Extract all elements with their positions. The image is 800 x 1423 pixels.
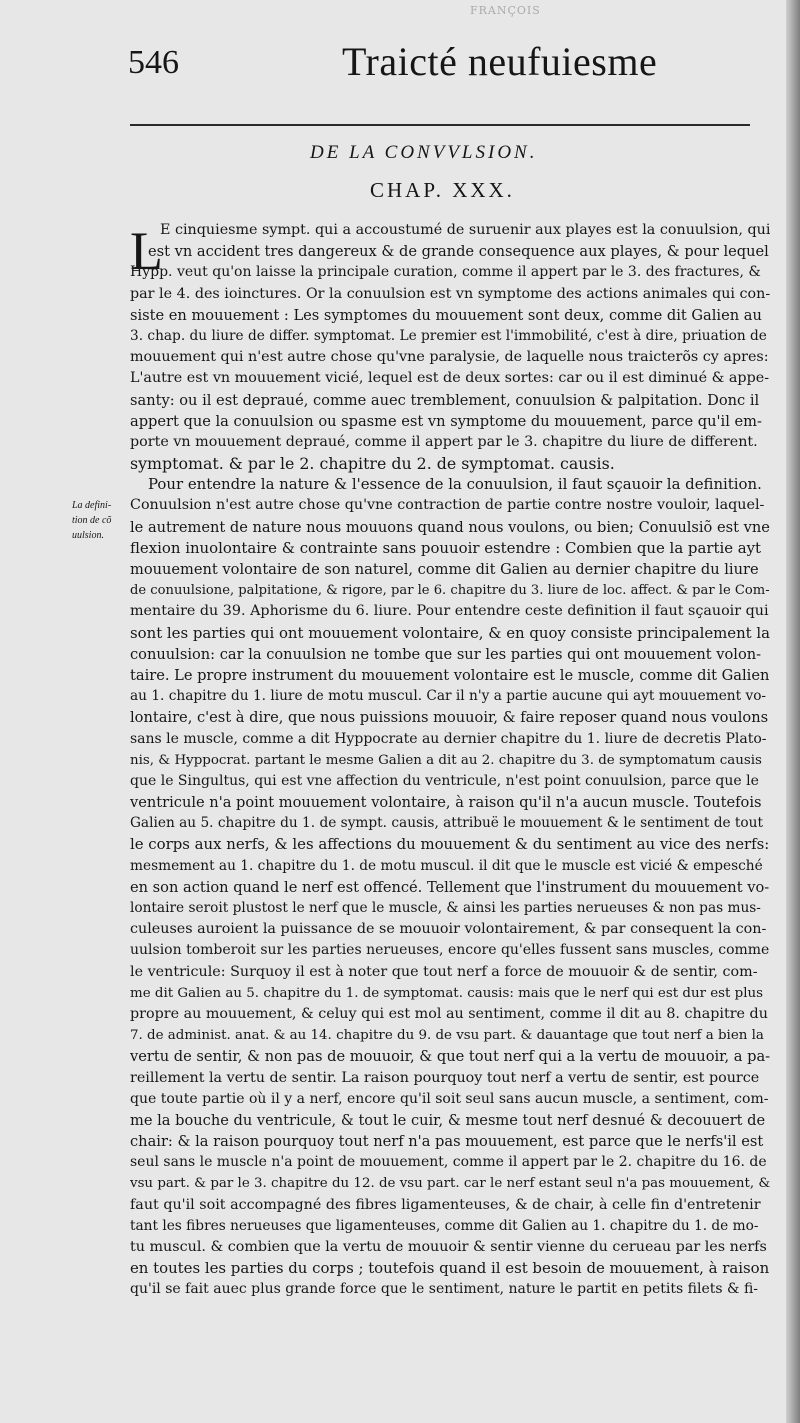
text-line: en toutes les parties du corps ; toutefois quand il est besoin de mouuement, à raison (130, 1259, 770, 1278)
text-line: conuulsion: car la conuulsion ne tombe que sur les parties qui ont mouuement volon- (130, 645, 762, 663)
text-line: Pour entendre la nature & l'essence de la conuulsion, il faut sçauoir la definition. (148, 475, 762, 494)
text-line: ventricule n'a point mouuement volontaire, à raison qu'il n'a aucun muscle. Toutefois (130, 794, 762, 812)
text-line: tu muscul. & combien que la vertu de mouuoir & sentir vienne du cerueau par les nerfs (130, 1239, 767, 1255)
text-line: que toute partie où il y a nerf, encore qu'il soit seul sans aucun muscle, a sentiment, com- (130, 1090, 769, 1107)
text-line: Conuulsion n'est autre chose qu'vne contraction de partie contre nostre vouloir, laquel- (130, 497, 765, 514)
section-heading: DE LA CONVVLSION. (310, 142, 538, 163)
text-line: flexion inuolontaire & contrainte sans pouuoir estendre : Combien que la partie ayt (130, 538, 762, 557)
margin-note-line: La defini- (72, 500, 112, 511)
text-line: faut qu'il soit accompagné des fibres ligamenteuses, & de chair, à celle fin d'entretenir (130, 1196, 761, 1213)
text-line: me la bouche du ventricule, & tout le cuir, & mesme tout nerf desnué & decouuert de (130, 1111, 766, 1129)
text-line: lontaire, c'est à dire, que nous puissions mouuoir, & faire reposer quand nous voulons (130, 709, 769, 727)
text-line: seul sans le muscle n'a point de mouuement, comme il appert par le 2. chapitre du 16. de (130, 1154, 767, 1171)
text-line: mesmement au 1. chapitre du 1. de motu muscul. il dit que le muscle est vicié & empesché (130, 857, 763, 874)
text-line (130, 1301, 770, 1322)
text-line: par le 4. des ioinctures. Or la conuulsion est vn symptome des actions animales qui con- (130, 285, 770, 302)
text-line (130, 1322, 770, 1343)
text-line: mentaire du 39. Aphorisme du 6. liure. Pour entendre ceste definition il faut sçauoir qui (130, 603, 769, 620)
text-line: chair: & la raison pourquoy tout nerf n'a pas mouuement, est parce que le nerfs'il est (130, 1133, 764, 1151)
text-line: Hypp. veut qu'on laisse la principale curation, comme il appert par le 3. des fractures, & (130, 264, 761, 281)
text-line: le ventricule: Surquoy il est à noter que tout nerf a force de mouuoir & de sentir, com- (130, 963, 758, 980)
text-line: propre au mouuement, & celuy qui est mol au sentiment, comme il dit au 8. chapitre du (130, 1005, 768, 1022)
text-line: taire. Le propre instrument du mouuement volontaire est le muscle, comme dit Galien (130, 666, 770, 684)
text-line: L'autre est vn mouuement vicié, lequel est de deux sortes: car ou il est diminué & appe- (130, 370, 770, 387)
text-line: lontaire seroit plustost le nerf que le muscle, & ainsi les parties nerueuses & non pas mus- (130, 900, 761, 916)
text-line: vertu de sentir, & non pas de mouuoir, & que tout nerf qui a la vertu de mouuoir, a pa- (130, 1048, 770, 1066)
margin-note (72, 498, 132, 543)
running-title: Traicté neufuiesme (342, 39, 658, 84)
text-line: E cinquiesme sympt. qui a accoustumé de suruenir aux playes est la conuulsion, qui (160, 222, 770, 238)
text-line: symptomat. & par le 2. chapitre du 2. de symptomat. causis. (130, 454, 615, 474)
text-line: sont les parties qui ont mouuement volontaire, & en quoy consiste principalement la (130, 623, 770, 642)
chapter-heading: CHAP. XXX. (370, 178, 515, 202)
text-line: Galien au 5. chapitre du 1. de sympt. causis, attribuë le mouuement & le sentiment de tout (130, 815, 763, 832)
page-number: 546 (128, 44, 179, 81)
text-line: tant les fibres nerueuses que ligamenteuses, comme dit Galien au 1. chapitre du 1. de mo- (130, 1217, 759, 1234)
text-line: sans le muscle, comme a dit Hyppocrate au dernier chapitre du 1. liure de decretis Plato- (130, 730, 767, 747)
body-text (130, 220, 770, 1385)
text-line: de conuulsione, palpitatione, & rigore, par le 6. chapitre du 3. liure de loc. affect. & par le Com- (130, 583, 770, 599)
text-line: mouuement volontaire de son naturel, comme dit Galien au dernier chapitre du liure (130, 561, 759, 578)
text-line: 3. chap. du liure de differ. symptomat. Le premier est l'immobilité, c'est à dire, priuation de (130, 327, 767, 344)
text-line: est vn accident tres dangereux & de grande consequence aux playes, & pour lequel (148, 243, 769, 261)
text-line: santy: ou il est depraué, comme auec tremblement, conuulsion & palpitation. Donc il (130, 391, 760, 409)
text-line: le corps aux nerfs, & les affections du mouuement & du sentiment au vice des nerfs: (130, 835, 770, 854)
bleed-through-text: FRANÇOIS (470, 4, 541, 17)
text-line (130, 1364, 770, 1385)
text-line: en son action quand le nerf est offencé. Tellement que l'instrument du mouuement vo- (130, 878, 770, 896)
header-rule (130, 124, 750, 126)
text-line: le autrement de nature nous mouuons quand nous voulons, ou bien; Conuulsiõ est vne (130, 518, 770, 536)
text-line (130, 1343, 770, 1364)
text-line: nis, & Hyppocrat. partant le mesme Galien a dit au 2. chapitre du 3. de symptomatum causis (130, 752, 762, 768)
drop-cap: L (130, 221, 163, 281)
text-line: mouuement qui n'est autre chose qu'vne paralysie, de laquelle nous traicterõs cy apres: (130, 349, 769, 366)
text-line: qu'il se fait auec plus grande force que le sentiment, nature le partit en petits filets & fi- (130, 1281, 759, 1298)
margin-note-line: uulsion. (72, 530, 104, 541)
text-line: culeuses auroient la puissance de se mouuoir volontairement, & par consequent la con- (130, 921, 767, 938)
margin-note-line: tion de cõ (72, 515, 112, 526)
text-line: appert que la conuulsion ou spasme est vn symptome du mouuement, parce qu'il em- (130, 412, 762, 430)
text-line: au 1. chapitre du 1. liure de motu muscul. Car il n'y a partie aucune qui ayt mouuement vo- (130, 688, 767, 705)
page-edge-shadow (786, 0, 800, 1423)
text-line: que le Singultus, qui est vne affection du ventricule, n'est point conuulsion, parce que le (130, 772, 759, 789)
text-line: siste en mouuement : Les symptomes du mouuement sont deux, comme dit Galien au (130, 306, 762, 324)
text-line: porte vn mouuement depraué, comme il appert par le 3. chapitre du liure de different. (130, 433, 758, 450)
text-line: vsu part. & par le 3. chapitre du 12. de vsu part. car le nerf estant seul n'a pas mouuement, & (130, 1176, 770, 1192)
text-line: reillement la vertu de sentir. La raison pourquoy tout nerf a vertu de sentir, est pource (130, 1069, 760, 1086)
text-line: 7. de administ. anat. & au 14. chapitre du 9. de vsu part. & dauantage que tout nerf a bien la (130, 1028, 764, 1044)
text-line: me dit Galien au 5. chapitre du 1. de symptomat. causis: mais que le nerf qui est dur est plus (130, 985, 764, 1001)
text-line: uulsion tomberoit sur les parties nerueuses, encore qu'elles fussent sans muscles, comme (130, 942, 770, 959)
